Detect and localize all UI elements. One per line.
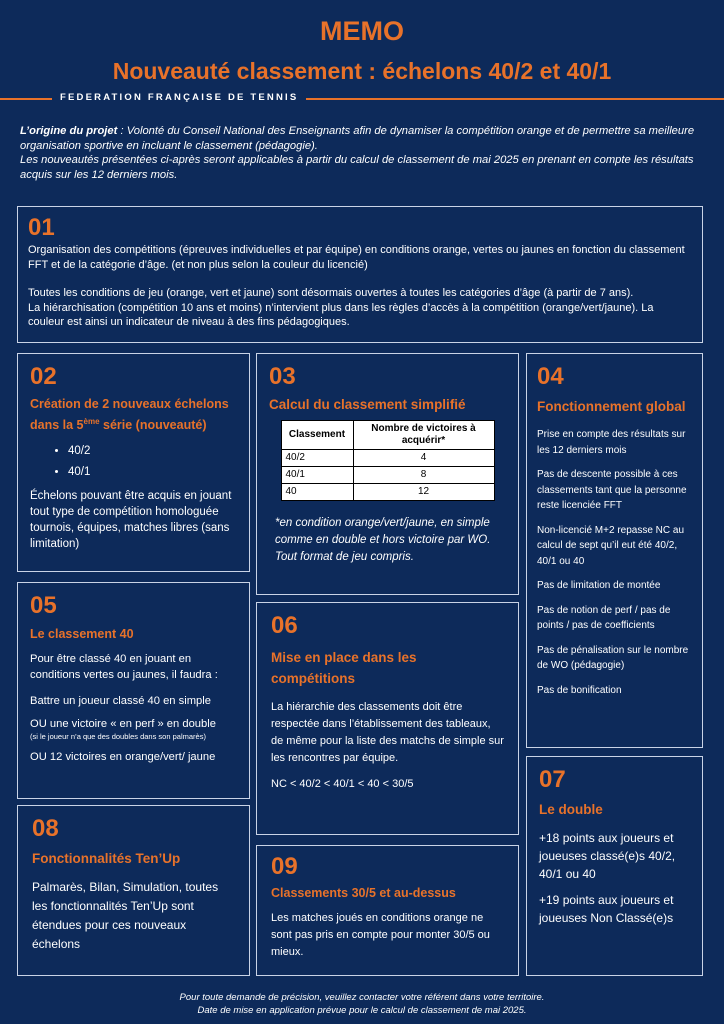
section-05-paragraph-2: Battre un joueur classé 40 en simple (30, 695, 211, 707)
list-item: • 40/1 (68, 465, 237, 480)
section-09-heading: Classements 30/5 et au-dessus (271, 886, 456, 900)
section-04-item: Prise en compte des résultats sur les 12 derniers mois (537, 429, 686, 456)
footer-line-2: Date de mise en application prévue pour le calcul de classement de mai 2025. (197, 1004, 527, 1016)
section-02-heading-part-2: série (nouveauté) (99, 418, 207, 433)
section-07-paragraph-1: +18 points aux joueurs et joueuses classé(e)s 40/2, 40/1 ou 40 (539, 831, 676, 881)
section-05-paragraph-3: OU une victoire « en perf » en double (30, 718, 216, 730)
section-06-number: 06 (271, 612, 298, 639)
section-08 (17, 805, 250, 976)
section-08-paragraph: Palmarès, Bilan, Simulation, toutes les fonctionnalités Ten’Up sont étendues pour ces nouveaux échelons (32, 880, 219, 951)
section-09-paragraph: Les matches joués en conditions orange ne sont pas pris en compte pour monter 30/5 ou mieux. (271, 912, 490, 958)
section-06-heading: Mise en place dans les compétitions (271, 650, 417, 686)
section-02 (17, 353, 250, 572)
section-01-paragraph-3: La hiérarchisation (compétition 10 ans et moins) n’intervient plus dans les règles d’accès à la compétition (orange/vert/jaune). La couleur est ainsi un indicateur de niveau à des fins pédagogiques. (28, 301, 654, 328)
table-cell-classement: 40 (281, 484, 353, 501)
section-07-paragraph-2: +19 points aux joueurs et joueuses Non Classé(e)s (539, 893, 674, 925)
classement-table (281, 420, 495, 501)
section-01-paragraph-2: Toutes les conditions de jeu (orange, vert et jaune) sont désormais ouvertes à toutes les catégories d’âge (à partir de 7 ans). (28, 287, 634, 299)
section-06 (256, 602, 519, 835)
section-01 (17, 206, 703, 343)
section-01-number: 01 (28, 214, 55, 241)
table-header-victoires: Nombre de victoires à acquérir* (353, 421, 494, 450)
section-04-item: Pas de bonification (537, 684, 622, 696)
section-04-item: Pas de limitation de montée (537, 580, 661, 591)
section-02-heading (30, 396, 237, 434)
section-03-number: 03 (269, 363, 296, 390)
section-04-item: Pas de notion de perf / pas de points / pas de coefficients (537, 604, 671, 631)
intro-text (20, 124, 708, 182)
page-title: MEMO (320, 16, 404, 46)
section-08-number: 08 (32, 815, 59, 842)
section-09-number: 09 (271, 853, 298, 880)
section-04-heading: Fonctionnement global (537, 399, 686, 414)
section-05-footnote: (si le joueur n’a que des doubles dans son palmarès) (30, 732, 206, 741)
section-01-paragraph-1: Organisation des compétitions (épreuves individuelles et par équipe) en conditions orange, vertes ou jaunes en fonction du classement FFT et de la catégorie d’âge. (et non plus selon la couleur du licencié) (28, 244, 685, 271)
section-02-number: 02 (30, 363, 57, 390)
section-03-note: *en condition orange/vert/jaune, en simple comme en double et hors victoire par WO. Tout format de jeu compris. (275, 517, 491, 563)
section-05-number: 05 (30, 592, 57, 619)
section-04-number: 04 (537, 363, 564, 390)
section-05-paragraph-1: Pour être classé 40 en jouant en conditions vertes ou jaunes, il faudra : (30, 653, 218, 681)
list-item: • 40/2 (68, 444, 237, 459)
intro-text-2: Les nouveautés présentées ci-après seront applicables à partir du calcul de classement de mai 2025 en prenant en compte les résultats acquis sur les 12 derniers mois. (20, 154, 694, 181)
section-04-item: Pas de descente possible à ces classements tant que la personne reste licenciée FFT (537, 469, 687, 511)
intro-text-1: : Volonté du Conseil National des Enseignants afin de dynamiser la compétition orange et de permettre sa meilleure organisation sportive en incluant le classement (pédagogie). (20, 125, 695, 152)
section-05-heading: Le classement 40 (30, 627, 134, 641)
section-02-heading-part-1: Création de 2 nouveaux échelons dans la 5 (30, 397, 229, 433)
section-03-heading: Calcul du classement simplifié (269, 397, 466, 412)
section-07-heading: Le double (539, 802, 603, 817)
federation-label: FEDERATION FRANÇAISE DE TENNIS (52, 92, 306, 103)
table-header-classement: Classement (281, 421, 353, 450)
section-05 (17, 582, 250, 799)
table-header-row (281, 421, 494, 450)
section-06-hierarchy: NC < 40/2 < 40/1 < 40 < 30/5 (271, 778, 414, 790)
section-05-paragraph-4: OU 12 victoires en orange/vert/ jaune (30, 751, 216, 763)
footer-line-1: Pour toute demande de précision, veuillez contacter votre référent dans votre territoire. (179, 992, 545, 1003)
table-row (281, 467, 494, 484)
section-07 (526, 756, 703, 976)
section-09 (256, 845, 519, 976)
page-subtitle: Nouveauté classement : échelons 40/2 et 40/1 (112, 58, 612, 84)
table-cell-victoires: 4 (353, 450, 494, 467)
table-cell-classement: 40/1 (281, 467, 353, 484)
section-02-list (68, 444, 237, 480)
section-07-number: 07 (539, 766, 566, 793)
table-cell-victoires: 8 (353, 467, 494, 484)
section-02-heading-sup: ème (83, 417, 100, 426)
section-04-item: Non-licencié M+2 repasse NC au calcul de sept qu’il eut été 40/2, 40/1 ou 40 (537, 524, 685, 567)
section-08-heading: Fonctionnalités Ten’Up (32, 851, 181, 866)
table-row (281, 484, 494, 501)
footer (0, 992, 724, 1017)
section-06-paragraph-1: La hiérarchie des classements doit être respectée dans l’établissement des tableaux, de même pour la liste des matchs de simple sur les rencontres par équipe. (271, 701, 504, 764)
section-04-item: Pas de pénalisation sur le nombre de WO (pédagogie) (537, 644, 689, 671)
section-04 (526, 353, 703, 748)
table-row (281, 450, 494, 467)
intro-label: L’origine du projet (20, 125, 118, 137)
section-03 (256, 353, 519, 595)
section-02-text: Échelons pouvant être acquis en jouant tout type de compétition homologuée tournois, équipes, matches libres (sans limitation) (30, 490, 232, 551)
table-cell-victoires: 12 (353, 484, 494, 501)
table-cell-classement: 40/2 (281, 450, 353, 467)
